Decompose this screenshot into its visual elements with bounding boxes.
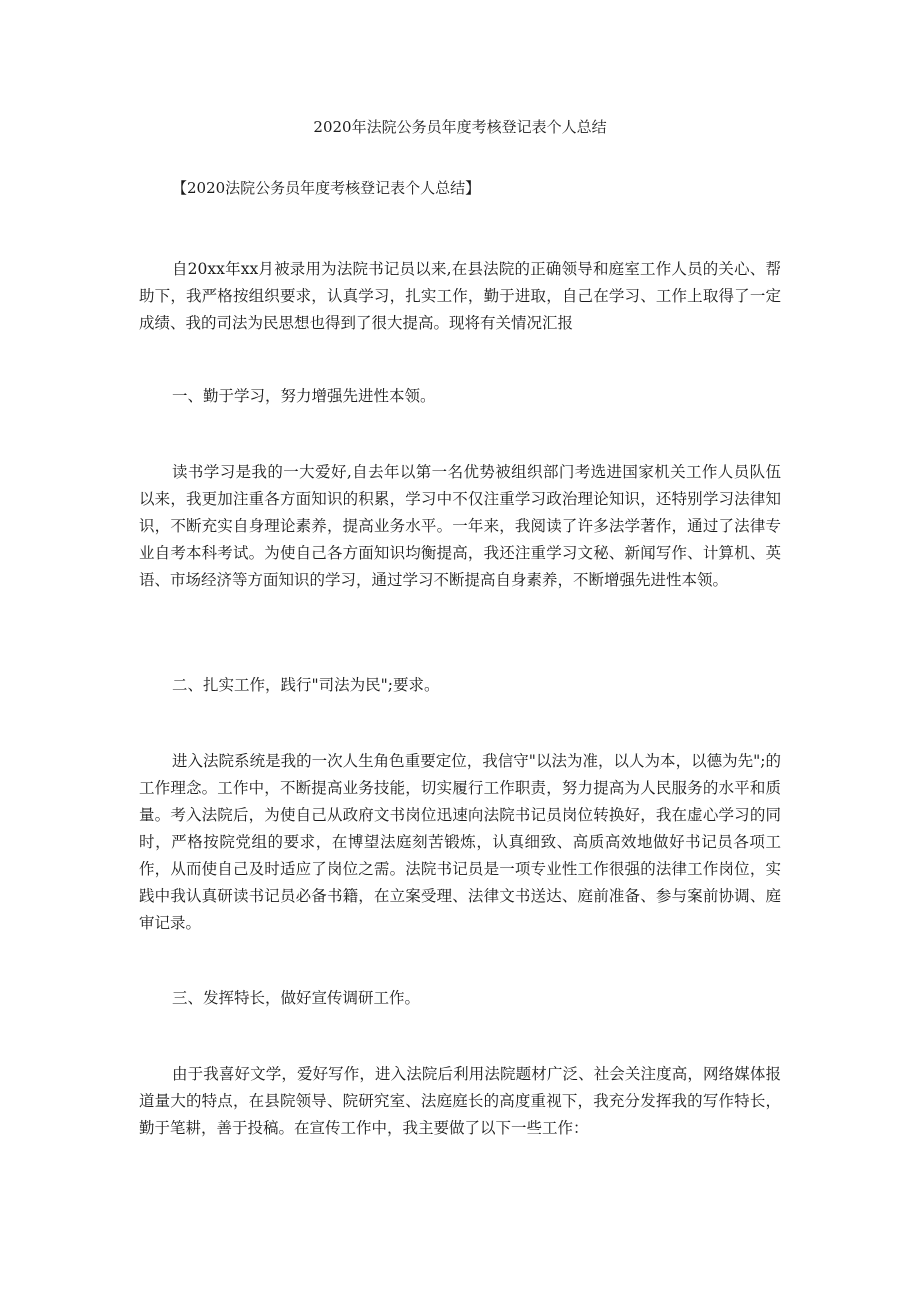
paragraph-introduction: 自20xx年xx月被录用为法院书记员以来,在县法院的正确领导和庭室工作人员的关心、帮助下，我严格按组织要求，认真学习，扎实工作，勤于进取，自己在学习、工作上取得了一定成绩、我的司法为民思想也得到了很大提高。现将有关情况汇报 (139, 260, 781, 332)
section-heading-work: 二、扎实工作，践行"司法为民";要求。 (172, 676, 440, 694)
section-heading-publicity: 三、发挥特长，做好宣传调研工作。 (172, 989, 421, 1007)
paragraph-study: 读书学习是我的一大爱好,自去年以第一名优势被组织部门考选进国家机关工作人员队伍以来，我更加注重各方面知识的积累，学习中不仅注重学习政治理论知识，还特别学习法律知识，不断充实自身理论素养，提高业务水平。一年来，我阅读了许多法学著作，通过了法律专业自考本科考试。为使自己各方面知识均衡提高，我还注重学习文秘、新闻写作、计算机、英语、市场经济等方面知识的学习，通过学习不断提高自身素养，不断增强先进性本领。 (139, 463, 781, 589)
section-heading-study: 一、勤于学习，努力增强先进性本领。 (172, 387, 436, 405)
document-subtitle: 【2020法院公务员年度考核登记表个人总结】 (172, 179, 481, 197)
paragraph-work: 进入法院系统是我的一次人生角色重要定位，我信守"以法为准，以人为本，以德为先";的工作理念。工作中，不断提高业务技能，切实履行工作职责，努力提高为人民服务的水平和质量。考入法院后，为使自己从政府文书岗位迅速向法院书记员岗位转换好，我在虚心学习的同时，严格按院党组的要求，在博望法庭刻苦锻炼，认真细致、高质高效地做好书记员各项工作，从而使自己及时适应了岗位之需。法院书记员是一项专业性工作很强的法律工作岗位，实践中我认真研读书记员必备书籍，在立案受理、法律文书送达、庭前准备、参与案前协调、庭审记录。 (139, 752, 781, 932)
paragraph-publicity: 由于我喜好文学，爱好写作，进入法院后利用法院题材广泛、社会关注度高，网络媒体报道量大的特点，在县院领导、院研究室、法庭庭长的高度重视下，我充分发挥我的写作特长，勤于笔耕，善于投稿。在宣传工作中，我主要做了以下一些工作： (139, 1065, 781, 1137)
document-title: 2020年法院公务员年度考核登记表个人总结 (313, 118, 607, 136)
